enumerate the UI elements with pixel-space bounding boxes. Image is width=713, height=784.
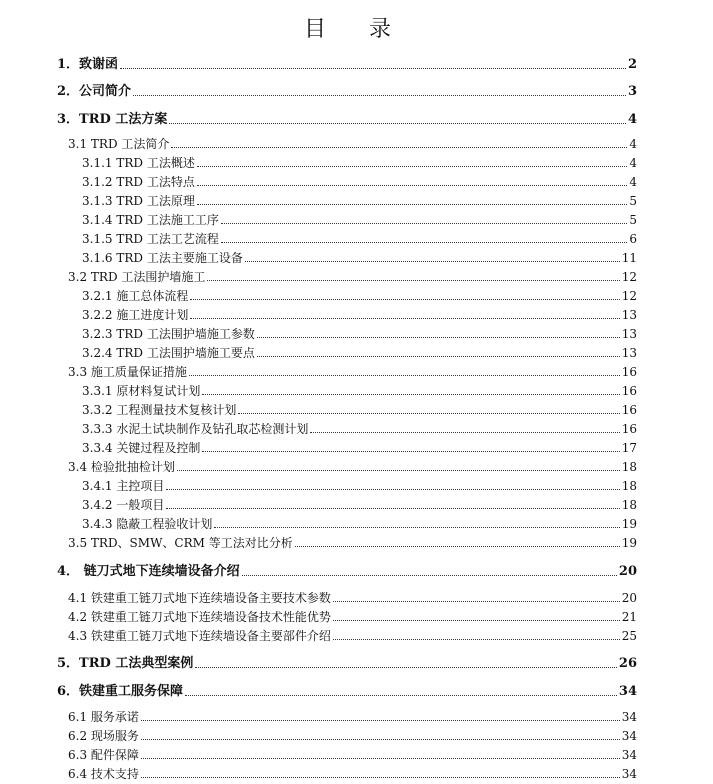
toc-entry[interactable] [82, 212, 637, 228]
toc-entry-page: 26 [618, 656, 637, 671]
toc-entry[interactable] [82, 421, 637, 437]
toc-entry[interactable] [68, 364, 637, 380]
toc-entry[interactable] [82, 383, 637, 399]
toc-entry-title: 6.1 服务承诺 [68, 710, 139, 724]
toc-entry-title: 3.3.4 关键过程及控制 [82, 441, 201, 455]
toc-entry-page: 11 [621, 251, 637, 265]
toc-entry-title: 6．铁建重工服务保障 [57, 684, 184, 699]
toc-entry-title: 3.2 TRD 工法围护墙施工 [68, 270, 206, 284]
toc-entry-title: 3.1.2 TRD 工法特点 [82, 175, 195, 189]
toc-entry[interactable] [68, 709, 637, 725]
dot-leader [120, 68, 626, 69]
toc-entry[interactable] [82, 250, 637, 266]
toc-entry-title: 3.4 检验批抽检计划 [68, 460, 175, 474]
toc-entry-page: 13 [621, 327, 637, 341]
dot-leader [177, 470, 620, 471]
toc-entry-page: 5 [629, 194, 637, 208]
dot-leader [238, 413, 619, 414]
toc-entry[interactable] [68, 269, 637, 285]
toc-entry-page: 2 [627, 57, 637, 72]
toc-entry-page: 21 [621, 610, 637, 624]
toc-entry-title: 6.2 现场服务 [68, 729, 139, 743]
toc-entry-title: 2．公司简介 [57, 84, 132, 99]
toc-entry-page: 4 [629, 175, 637, 189]
toc-entry-page: 19 [621, 517, 637, 531]
toc-entry[interactable] [68, 136, 637, 152]
dot-leader [195, 667, 617, 668]
toc-entry-title: 3.1.6 TRD 工法主要施工设备 [82, 251, 243, 265]
toc-entry-page: 12 [621, 270, 637, 284]
dot-leader [141, 739, 620, 740]
dot-leader [257, 356, 620, 357]
dot-leader [169, 123, 626, 124]
dot-leader [202, 394, 619, 395]
toc-entry-page: 19 [621, 536, 637, 550]
dot-leader [166, 508, 619, 509]
toc-entry-title: 3．TRD 工法方案 [57, 112, 168, 127]
toc-entry[interactable] [82, 307, 637, 323]
toc-entry[interactable] [68, 628, 637, 644]
toc-entry-page: 18 [621, 479, 637, 493]
toc-entry[interactable] [82, 155, 637, 171]
dot-leader [242, 575, 617, 576]
toc-entry-page: 3 [627, 84, 637, 99]
toc-entry-page: 34 [621, 767, 637, 781]
toc-entry-page: 34 [621, 748, 637, 762]
dot-leader [133, 95, 626, 96]
toc-entry[interactable] [57, 55, 637, 73]
toc-entry-page: 13 [621, 308, 637, 322]
toc-entry-title: 3.1.3 TRD 工法原理 [82, 194, 195, 208]
toc-entry[interactable] [82, 231, 637, 247]
toc-entry[interactable] [57, 110, 637, 128]
toc-entry-page: 16 [621, 422, 637, 436]
dot-leader [257, 337, 620, 338]
toc-entry-page: 12 [621, 289, 637, 303]
toc-entry-title: 6.3 配件保障 [68, 748, 139, 762]
toc-entry-title: 1．致谢函 [57, 57, 119, 72]
dot-leader [207, 280, 619, 281]
dot-leader [221, 223, 628, 224]
dot-leader [333, 620, 620, 621]
dot-leader [333, 601, 620, 602]
toc-entry-title: 3.5 TRD、SMW、CRM 等工法对比分析 [68, 536, 293, 550]
toc-entry-page: 16 [621, 365, 637, 379]
toc-entry-title: 3.2.1 施工总体流程 [82, 289, 189, 303]
toc-entry-page: 20 [621, 591, 637, 605]
toc-entry[interactable] [68, 590, 637, 606]
toc-entry[interactable] [68, 609, 637, 625]
toc-entry-page: 20 [618, 564, 637, 579]
toc-entry-title: 3.3.3 水泥土试块制作及钻孔取芯检测计划 [82, 422, 309, 436]
dot-leader [295, 546, 620, 547]
toc-entry[interactable] [82, 440, 637, 456]
dot-leader [141, 777, 620, 778]
dot-leader [197, 185, 628, 186]
toc-entry-title: 3.3.2 工程测量技术复核计划 [82, 403, 237, 417]
page-title: 目 录 [304, 17, 409, 42]
toc-entry-page: 34 [621, 710, 637, 724]
dot-leader [190, 299, 619, 300]
toc-entry-page: 4 [627, 112, 637, 127]
toc-entry-page: 18 [621, 498, 637, 512]
toc-entry[interactable] [68, 747, 637, 763]
toc-entry-title: 4.3 铁建重工链刀式地下连续墙设备主要部件介绍 [68, 629, 331, 643]
toc-entry[interactable] [68, 766, 637, 782]
toc-entry-page: 4 [629, 137, 637, 151]
toc-entry-title: 3.1 TRD 工法简介 [68, 137, 170, 151]
toc-entry-page: 13 [621, 346, 637, 360]
toc-entry-page: 5 [629, 213, 637, 227]
dot-leader [141, 758, 620, 759]
dot-leader [221, 242, 628, 243]
toc-entry-title: 3.2.2 施工进度计划 [82, 308, 189, 322]
toc-entry-page: 17 [621, 441, 637, 455]
toc-entry[interactable] [82, 174, 637, 190]
toc-entry-title: 4.2 铁建重工链刀式地下连续墙设备技术性能优势 [68, 610, 331, 624]
toc-entry[interactable] [82, 345, 637, 361]
toc-entry-title: 3.3.1 原材料复试计划 [82, 384, 201, 398]
toc-entry[interactable] [68, 459, 637, 475]
dot-leader [185, 695, 617, 696]
toc-entry-page: 25 [621, 629, 637, 643]
toc-entry[interactable] [82, 326, 637, 342]
toc-entry-title: 3.4.3 隐蔽工程验收计划 [82, 517, 213, 531]
dot-leader [171, 147, 627, 148]
toc-entry-page: 16 [621, 384, 637, 398]
toc-entry-page: 16 [621, 403, 637, 417]
toc-entry[interactable] [57, 562, 637, 580]
toc-entry-title: 4.1 铁建重工链刀式地下连续墙设备主要技术参数 [68, 591, 331, 605]
toc-entry-title: 6.4 技术支持 [68, 767, 139, 781]
toc-entry-title: 3.2.3 TRD 工法围护墙施工参数 [82, 327, 255, 341]
toc-entry-page: 4 [629, 156, 637, 170]
dot-leader [197, 204, 628, 205]
toc-entry[interactable] [57, 654, 637, 672]
toc-entry-title: 3.4.2 一般项目 [82, 498, 165, 512]
toc-entry-page: 18 [621, 460, 637, 474]
toc-entry[interactable] [57, 682, 637, 700]
toc-entry[interactable] [82, 478, 637, 494]
toc-entry[interactable] [82, 516, 637, 532]
toc-entry-title: 3.2.4 TRD 工法围护墙施工要点 [82, 346, 255, 360]
dot-leader [166, 489, 619, 490]
toc-entry[interactable] [82, 402, 637, 418]
dot-leader [333, 639, 620, 640]
dot-leader [310, 432, 619, 433]
toc-entry-title: 3.1.5 TRD 工法工艺流程 [82, 232, 219, 246]
toc-entry-page: 34 [621, 729, 637, 743]
dot-leader [190, 318, 619, 319]
toc-entry-title: 3.3 施工质量保证措施 [68, 365, 187, 379]
toc-entry-title: 4． 链刀式地下连续墙设备介绍 [57, 564, 240, 579]
dot-leader [189, 375, 620, 376]
toc-entry[interactable] [82, 497, 637, 513]
toc-entry[interactable] [68, 535, 637, 551]
toc-entry[interactable] [82, 288, 637, 304]
toc-entry-title: 3.4.1 主控项目 [82, 479, 165, 493]
dot-leader [141, 720, 620, 721]
dot-leader [214, 527, 619, 528]
toc-entry[interactable] [68, 728, 637, 744]
toc-entry[interactable] [82, 193, 637, 209]
dot-leader [202, 451, 619, 452]
toc-entry-title: 3.1.1 TRD 工法概述 [82, 156, 195, 170]
toc-entry-title: 5．TRD 工法典型案例 [57, 656, 194, 671]
toc-entry[interactable] [57, 82, 637, 100]
toc-entry-title: 3.1.4 TRD 工法施工工序 [82, 213, 219, 227]
dot-leader [197, 166, 628, 167]
dot-leader [245, 261, 620, 262]
toc-entry-page: 34 [618, 684, 637, 699]
toc-entry-page: 6 [629, 232, 637, 246]
